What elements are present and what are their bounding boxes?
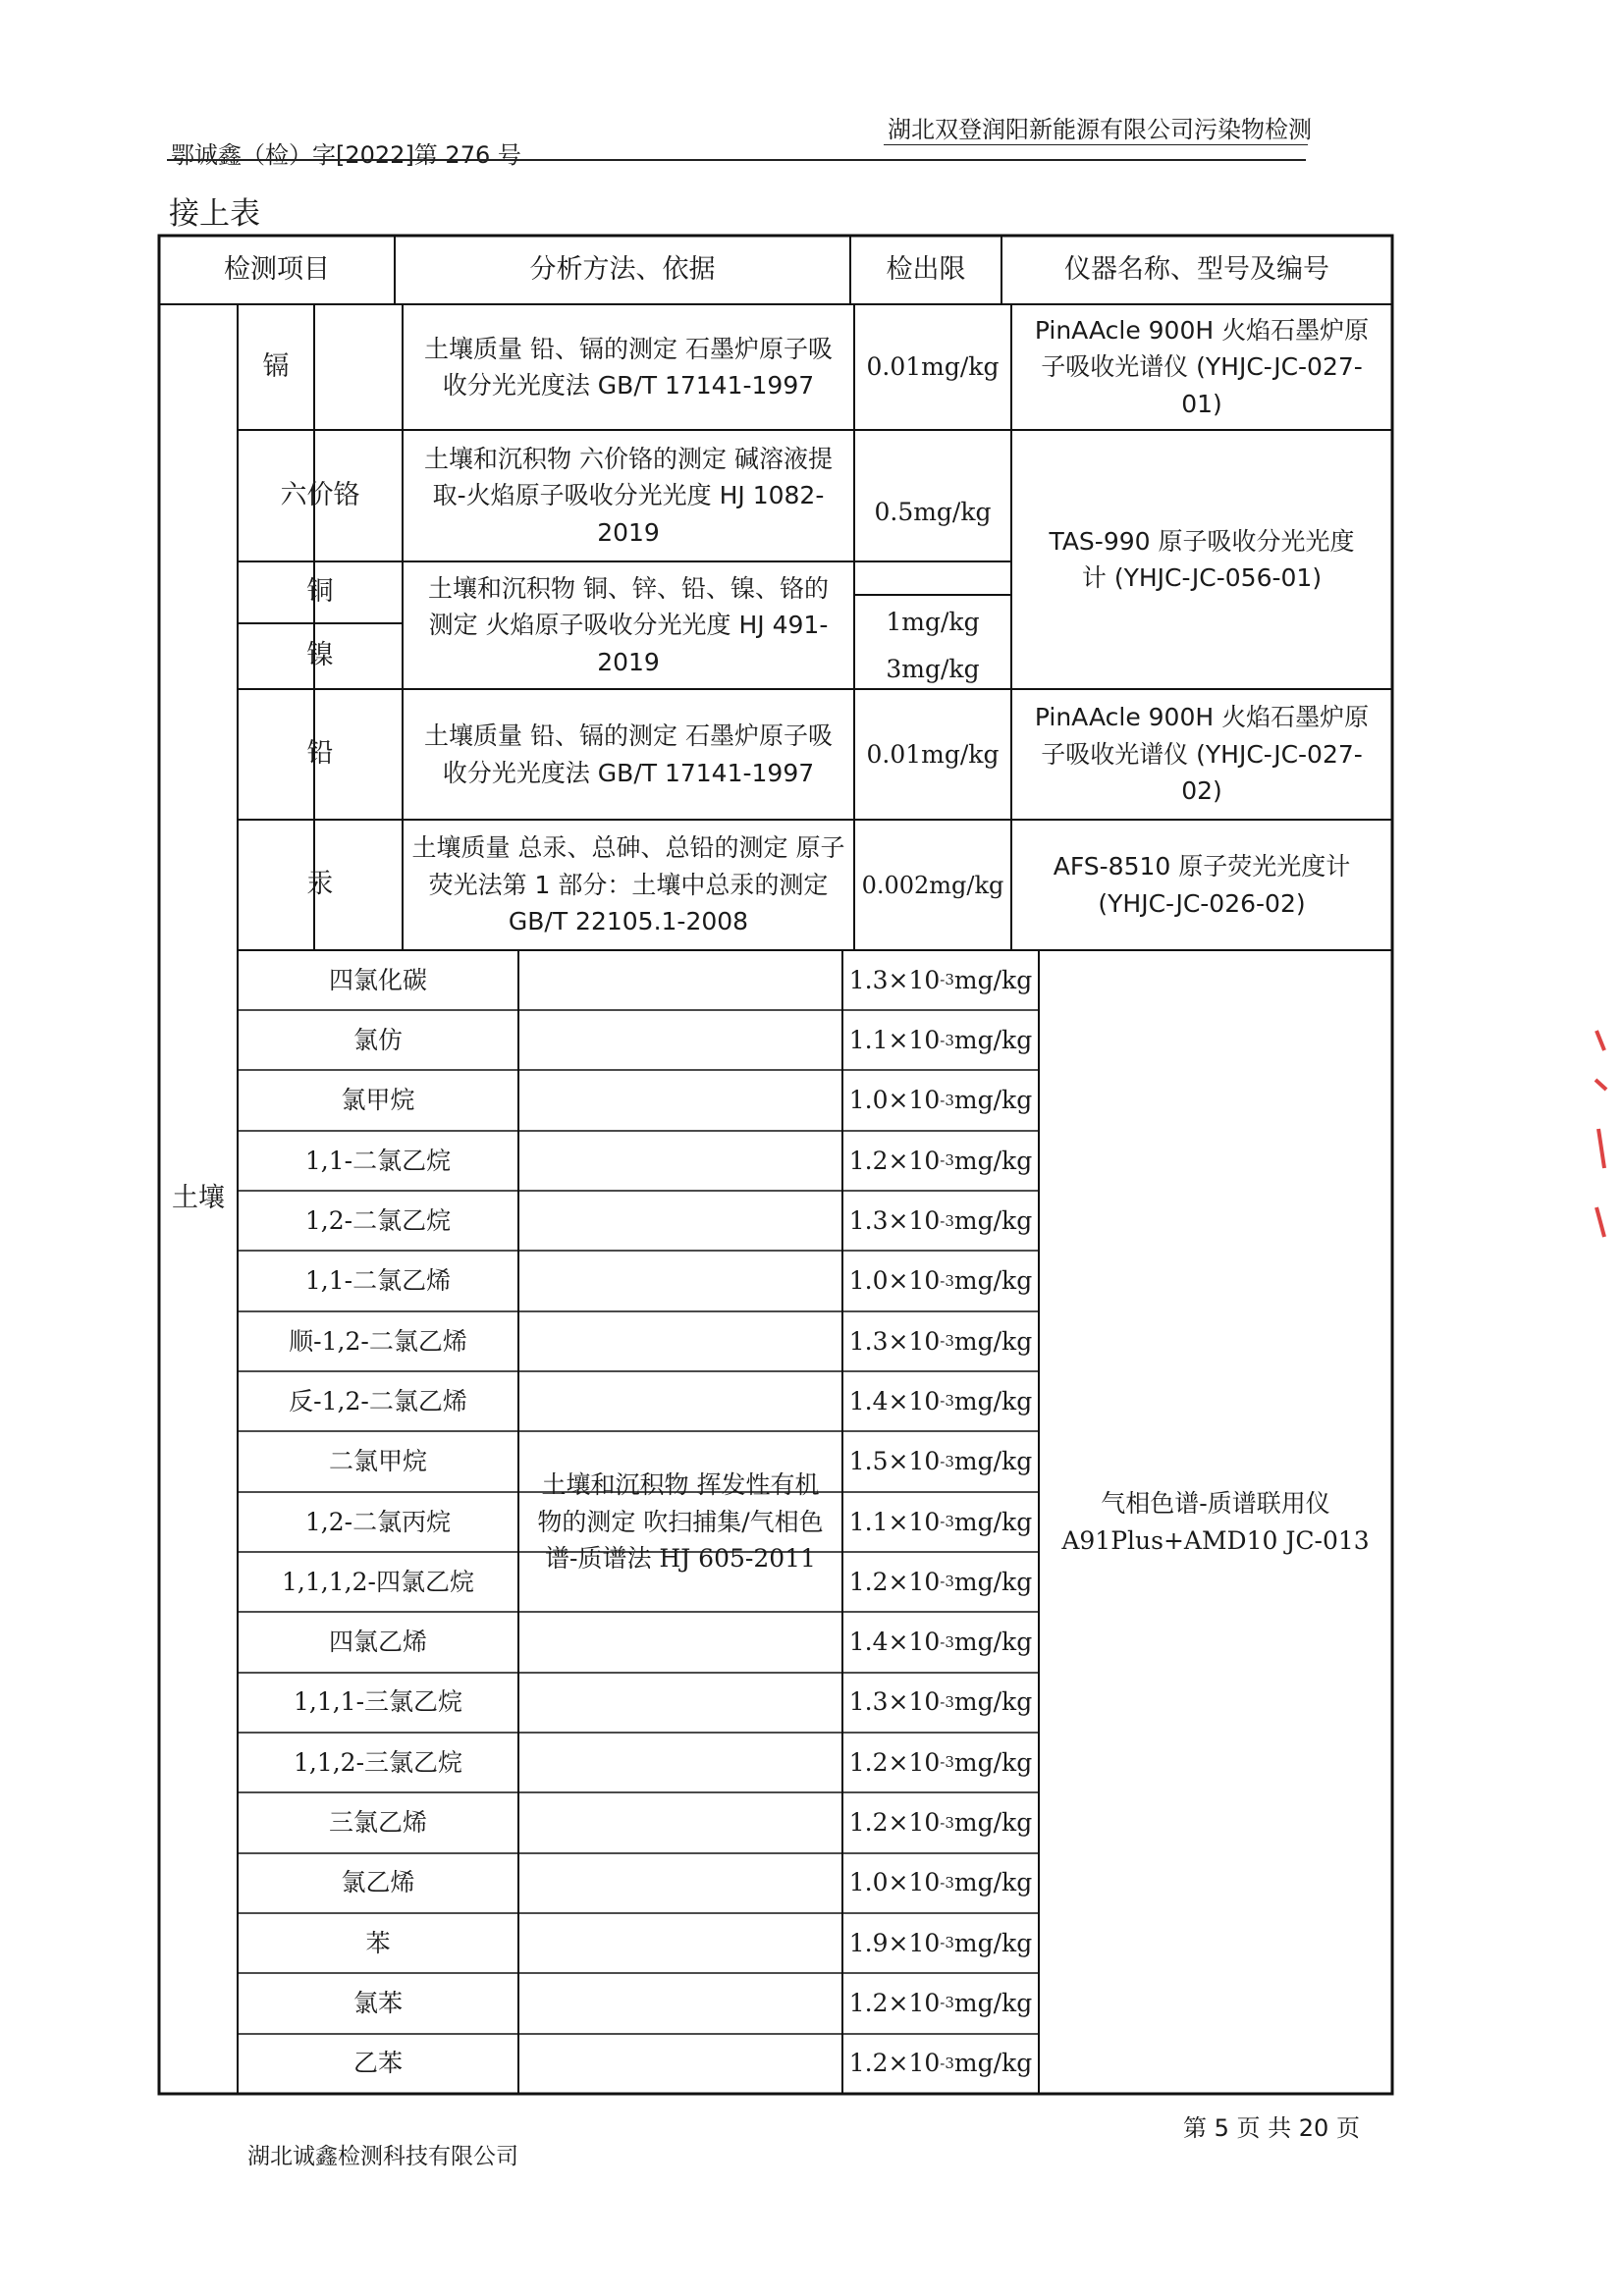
voc-item-limit bbox=[842, 1431, 1039, 1491]
voc-limit-unit: mg/kg bbox=[953, 1628, 1033, 1657]
voc-item-name: 1,1-二氯乙烷 bbox=[304, 1146, 452, 1175]
voc-limit-times: ×10 bbox=[888, 965, 941, 994]
item-cadmium: 镉 bbox=[262, 350, 290, 382]
voc-limit-unit: mg/kg bbox=[953, 1687, 1033, 1717]
voc-limit-unit: mg/kg bbox=[953, 1206, 1033, 1236]
instrument-voc: 气相色谱-质谱联用仪 A91Plus+AMD10 JC-013 bbox=[1061, 1489, 1370, 1555]
voc-item-name: 氯甲烷 bbox=[341, 1086, 415, 1115]
voc-limit-coefficient: 1.3 bbox=[848, 1326, 889, 1356]
voc-limit-unit: mg/kg bbox=[953, 1086, 1033, 1115]
voc-limit-unit: mg/kg bbox=[953, 1386, 1033, 1415]
limit-hexavalent-chromium: 0.5mg/kg bbox=[874, 498, 992, 527]
voc-limit-unit: mg/kg bbox=[953, 1928, 1033, 1957]
method-cadmium: 土壤质量 铅、镉的测定 石墨炉原子吸收分光光度法 GB/T 17141-1997 bbox=[424, 334, 833, 400]
voc-item-limit bbox=[842, 1131, 1039, 1191]
voc-item-name: 1,1,1,2-四氯乙烷 bbox=[282, 1567, 474, 1596]
voc-limit-coefficient: 1.2 bbox=[848, 2049, 889, 2078]
voc-item-limit bbox=[842, 950, 1039, 1010]
voc-limit-unit: mg/kg bbox=[953, 2049, 1033, 2078]
voc-item-limit bbox=[842, 1010, 1039, 1070]
page-number: 第 5 页 共 20 页 bbox=[1183, 2114, 1360, 2142]
voc-limit-unit: mg/kg bbox=[953, 1747, 1033, 1777]
voc-limit-exponent: -3 bbox=[940, 1573, 954, 1591]
voc-item-limit bbox=[842, 1612, 1039, 1672]
voc-item-limit bbox=[842, 1552, 1039, 1612]
voc-limit-coefficient: 1.0 bbox=[848, 1086, 889, 1115]
method-lead: 土壤质量 铅、镉的测定 石墨炉原子吸收分光光度法 GB/T 17141-1997 bbox=[424, 721, 833, 787]
voc-limit-exponent: -3 bbox=[940, 1692, 954, 1711]
voc-item-limit bbox=[842, 1252, 1039, 1311]
item-lead: 铅 bbox=[306, 738, 334, 770]
voc-limit-exponent: -3 bbox=[940, 1873, 954, 1892]
column-header-limit: 检出限 bbox=[886, 253, 966, 285]
item-copper: 铜 bbox=[306, 576, 334, 608]
item-mercury: 汞 bbox=[306, 869, 334, 900]
voc-item-limit bbox=[842, 1853, 1039, 1913]
voc-item-name: 1,2-二氯乙烷 bbox=[304, 1206, 452, 1236]
limit-copper: 1mg/kg bbox=[886, 608, 980, 637]
voc-limit-times: ×10 bbox=[888, 1507, 941, 1536]
voc-limit-coefficient: 1.2 bbox=[848, 1808, 889, 1838]
voc-item-limit bbox=[842, 1792, 1039, 1852]
voc-limit-coefficient: 1.4 bbox=[848, 1628, 889, 1657]
voc-limit-unit: mg/kg bbox=[953, 1507, 1033, 1536]
voc-item-limit bbox=[842, 1191, 1039, 1251]
voc-limit-times: ×10 bbox=[888, 1206, 941, 1236]
method-voc: 土壤和沉积物 挥发性有机物的测定 吹扫捕集/气相色谱-质谱法 HJ 605-2011 bbox=[537, 1470, 824, 1574]
voc-limit-exponent: -3 bbox=[940, 1753, 954, 1772]
voc-limit-exponent: -3 bbox=[940, 1452, 954, 1470]
voc-limit-coefficient: 1.2 bbox=[848, 1146, 889, 1175]
voc-limit-coefficient: 1.0 bbox=[848, 1266, 889, 1296]
voc-limit-coefficient: 1.9 bbox=[848, 1928, 889, 1957]
header-rule bbox=[167, 159, 1306, 161]
voc-item-name: 1,1,1-三氯乙烷 bbox=[293, 1687, 463, 1717]
voc-limit-times: ×10 bbox=[888, 1928, 941, 1957]
document-title: 湖北双登润阳新能源有限公司污染物检测 bbox=[888, 116, 1312, 143]
voc-limit-times: ×10 bbox=[888, 1326, 941, 1356]
voc-limit-coefficient: 1.2 bbox=[848, 1567, 889, 1596]
voc-limit-coefficient: 1.3 bbox=[848, 1206, 889, 1236]
continued-label: 接上表 bbox=[169, 196, 260, 232]
voc-item-name: 顺-1,2-二氯乙烯 bbox=[289, 1326, 467, 1356]
category-soil: 土壤 bbox=[172, 1183, 225, 1214]
header-rule-short bbox=[884, 144, 1308, 145]
voc-limit-times: ×10 bbox=[888, 1687, 941, 1717]
voc-limit-times: ×10 bbox=[888, 1988, 941, 2017]
limit-mercury: 0.002mg/kg bbox=[861, 871, 1004, 899]
item-hexavalent-chromium: 六价铬 bbox=[280, 479, 360, 510]
voc-limit-times: ×10 bbox=[888, 1628, 941, 1657]
voc-limit-coefficient: 1.2 bbox=[848, 1747, 889, 1777]
voc-item-limit bbox=[842, 1673, 1039, 1733]
voc-limit-times: ×10 bbox=[888, 1808, 941, 1838]
voc-limit-unit: mg/kg bbox=[953, 1146, 1033, 1175]
voc-item-name: 1,1-二氯乙烯 bbox=[304, 1266, 452, 1296]
instrument-mercury: AFS-8510 原子荧光光度计 (YHJC-JC-026-02) bbox=[1053, 852, 1351, 918]
voc-limit-exponent: -3 bbox=[940, 971, 954, 989]
voc-item-name: 乙苯 bbox=[352, 2049, 403, 2078]
voc-limit-exponent: -3 bbox=[940, 1632, 954, 1651]
voc-limit-exponent: -3 bbox=[940, 1271, 954, 1290]
voc-limit-coefficient: 1.1 bbox=[848, 1026, 889, 1055]
voc-limit-coefficient: 1.1 bbox=[848, 1507, 889, 1536]
voc-limit-exponent: -3 bbox=[940, 1211, 954, 1230]
voc-limit-exponent: -3 bbox=[940, 1994, 954, 2012]
voc-limit-unit: mg/kg bbox=[953, 1026, 1033, 1055]
voc-limit-unit: mg/kg bbox=[953, 1326, 1033, 1356]
instrument-cadmium: PinAAcle 900H 火焰石墨炉原子吸收光谱仪 (YHJC-JC-027-01) bbox=[1034, 315, 1370, 418]
voc-item-name: 四氯乙烯 bbox=[328, 1628, 427, 1657]
voc-limit-times: ×10 bbox=[888, 1567, 941, 1596]
voc-item-name: 1,2-二氯丙烷 bbox=[304, 1507, 452, 1536]
voc-limit-coefficient: 1.2 bbox=[848, 1988, 889, 2017]
voc-limit-times: ×10 bbox=[888, 1868, 941, 1897]
limit-nickel: 3mg/kg bbox=[886, 655, 980, 684]
voc-limit-exponent: -3 bbox=[940, 1332, 954, 1351]
voc-limit-times: ×10 bbox=[888, 1026, 941, 1055]
voc-item-limit bbox=[842, 1371, 1039, 1431]
column-header-method: 分析方法、依据 bbox=[529, 253, 716, 285]
voc-limit-exponent: -3 bbox=[940, 2054, 954, 2072]
voc-item-limit bbox=[842, 1492, 1039, 1552]
voc-limit-unit: mg/kg bbox=[953, 965, 1033, 994]
voc-item-limit bbox=[842, 2033, 1039, 2093]
voc-item-name: 二氯甲烷 bbox=[328, 1447, 427, 1476]
voc-item-limit bbox=[842, 1913, 1039, 1973]
voc-limit-times: ×10 bbox=[888, 1447, 941, 1476]
limit-cadmium: 0.01mg/kg bbox=[866, 352, 1000, 382]
method-copper-nickel: 土壤和沉积物 铜、锌、铅、镍、铬的测定 火焰原子吸收分光光度 HJ 491-2019 bbox=[428, 573, 829, 676]
voc-item-name: 三氯乙烯 bbox=[328, 1808, 427, 1838]
voc-limit-coefficient: 1.4 bbox=[848, 1386, 889, 1415]
instrument-lead: PinAAcle 900H 火焰石墨炉原子吸收光谱仪 (YHJC-JC-027-02) bbox=[1034, 703, 1370, 806]
seal-fragment bbox=[1593, 1021, 1610, 1247]
method-hexavalent-chromium: 土壤和沉积物 六价铬的测定 碱溶液提取-火焰原子吸收分光光度 HJ 1082-2019 bbox=[424, 444, 833, 547]
voc-item-name: 氯仿 bbox=[352, 1026, 403, 1055]
voc-limit-times: ×10 bbox=[888, 1747, 941, 1777]
voc-limit-times: ×10 bbox=[888, 1146, 941, 1175]
voc-limit-times: ×10 bbox=[888, 1386, 941, 1415]
voc-limit-exponent: -3 bbox=[940, 1934, 954, 1952]
instrument-tas990: TAS-990 原子吸收分光光度计 (YHJC-JC-056-01) bbox=[1049, 526, 1355, 592]
voc-limit-unit: mg/kg bbox=[953, 1567, 1033, 1596]
voc-item-name: 反-1,2-二氯乙烯 bbox=[289, 1386, 467, 1415]
voc-limit-times: ×10 bbox=[888, 2049, 941, 2078]
voc-limit-unit: mg/kg bbox=[953, 1988, 1033, 2017]
method-mercury: 土壤质量 总汞、总砷、总铅的测定 原子荧光法第 1 部分：土壤中总汞的测定 GB/T 22105.1-2008 bbox=[411, 833, 845, 936]
voc-item-limit bbox=[842, 1733, 1039, 1792]
report-number: 鄂诚鑫（检）字[2022]第 276 号 bbox=[171, 141, 521, 169]
column-header-instrument: 仪器名称、型号及编号 bbox=[1064, 253, 1329, 285]
voc-limit-unit: mg/kg bbox=[953, 1266, 1033, 1296]
voc-limit-exponent: -3 bbox=[940, 1513, 954, 1531]
voc-item-name: 苯 bbox=[365, 1928, 391, 1957]
voc-limit-unit: mg/kg bbox=[953, 1868, 1033, 1897]
voc-item-name: 氯苯 bbox=[352, 1988, 403, 2017]
voc-item-name: 1,1,2-三氯乙烷 bbox=[293, 1747, 463, 1777]
voc-limit-times: ×10 bbox=[888, 1086, 941, 1115]
footer-company: 湖北诚鑫检测科技有限公司 bbox=[247, 2144, 518, 2169]
voc-limit-exponent: -3 bbox=[940, 1151, 954, 1170]
voc-limit-times: ×10 bbox=[888, 1266, 941, 1296]
voc-item-name: 氯乙烯 bbox=[341, 1868, 415, 1897]
voc-limit-coefficient: 1.3 bbox=[848, 1687, 889, 1717]
voc-limit-unit: mg/kg bbox=[953, 1447, 1033, 1476]
voc-limit-exponent: -3 bbox=[940, 1813, 954, 1832]
limit-lead: 0.01mg/kg bbox=[866, 739, 1000, 769]
voc-item-limit bbox=[842, 1311, 1039, 1371]
voc-item-limit bbox=[842, 1973, 1039, 2033]
column-header-item: 检测项目 bbox=[224, 253, 330, 285]
voc-limit-unit: mg/kg bbox=[953, 1808, 1033, 1838]
voc-limit-exponent: -3 bbox=[940, 1392, 954, 1411]
voc-limit-exponent: -3 bbox=[940, 1031, 954, 1049]
voc-limit-coefficient: 1.0 bbox=[848, 1868, 889, 1897]
voc-limit-coefficient: 1.5 bbox=[848, 1447, 889, 1476]
voc-item-name: 四氯化碳 bbox=[328, 965, 427, 994]
item-nickel: 镍 bbox=[306, 640, 334, 671]
voc-item-limit bbox=[842, 1071, 1039, 1131]
voc-limit-exponent: -3 bbox=[940, 1091, 954, 1109]
voc-limit-coefficient: 1.3 bbox=[848, 965, 889, 994]
